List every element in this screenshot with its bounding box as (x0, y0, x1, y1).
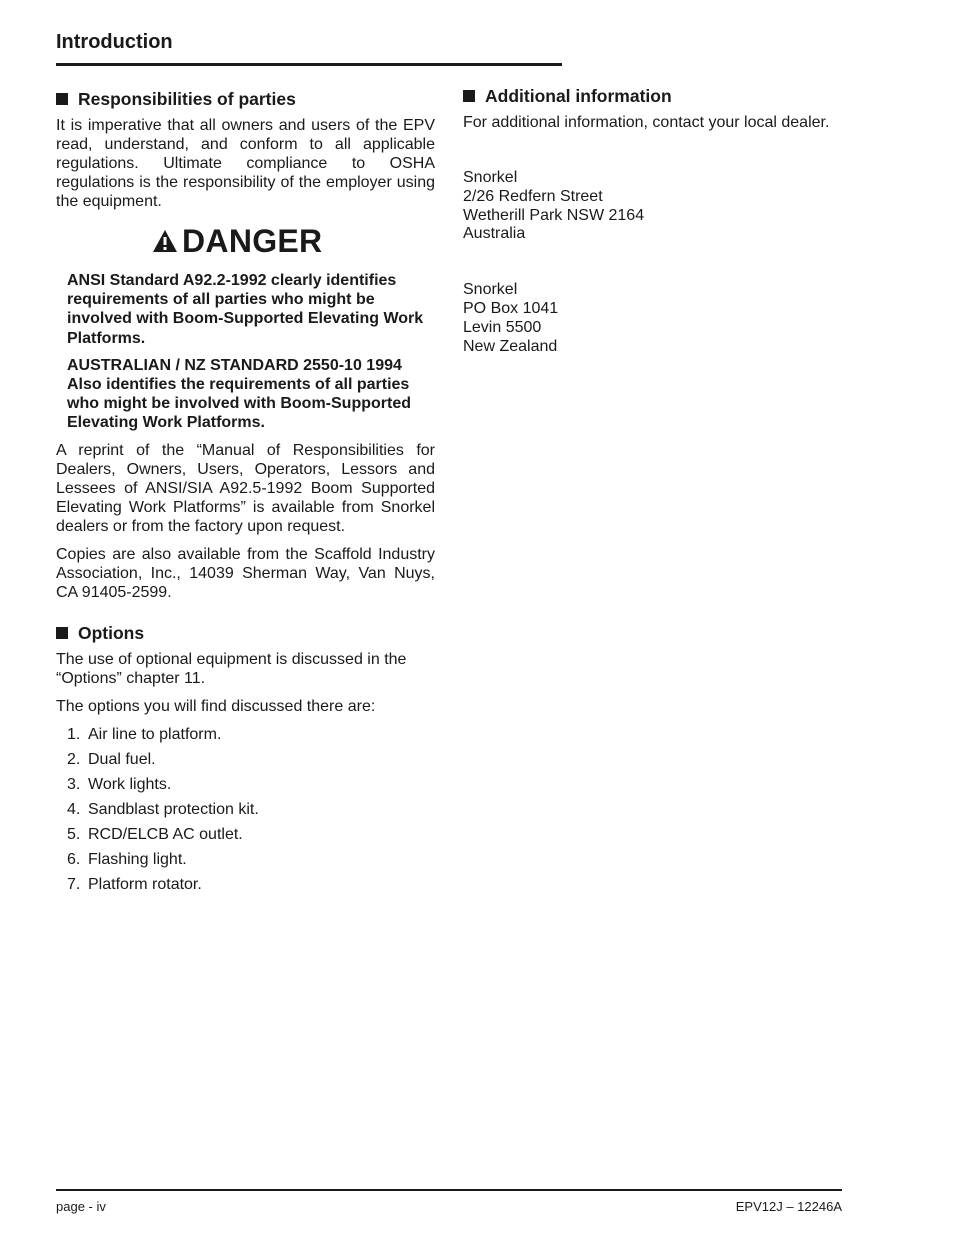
document-id: EPV12J – 12246A (735, 1199, 842, 1214)
danger-message (56, 271, 435, 433)
list-item (67, 825, 435, 844)
list-item (67, 800, 435, 819)
footer-rule (56, 1189, 842, 1191)
options-list (56, 725, 435, 894)
address-line: Australia (463, 225, 526, 243)
address-line: New Zealand (463, 337, 558, 355)
reprint-paragraph: A reprint of the “Manual of Responsibilities for Dealers, Owners, Users, Operators, Lessors and Lessees of ANSI/SIA A92.5-1992 Boom Supported Elevating Work Platforms” is available from Snorkel dealers or from the factory upon request. (56, 441, 435, 535)
list-number: 4. (67, 800, 81, 818)
heading-text: Options (78, 622, 145, 643)
list-item (67, 750, 435, 769)
section-heading-responsibilities (56, 88, 435, 110)
list-number: 6. (67, 850, 81, 868)
list-number: 2. (67, 750, 81, 768)
heading-text: Responsibilities of parties (78, 89, 296, 109)
options-lead: The options you will find discussed there are: (56, 697, 376, 715)
address-line: Levin 5500 (463, 318, 542, 336)
list-item (67, 725, 435, 744)
address-australia (463, 169, 842, 244)
list-label: Work lights. (88, 775, 172, 793)
address-line: Snorkel (463, 281, 518, 299)
square-bullet-icon (56, 93, 68, 105)
options-intro: The use of optional equipment is discussed in the “Options” chapter 11. (56, 650, 407, 687)
header-rule (56, 63, 562, 66)
page-header-title: Introduction (56, 31, 173, 53)
danger-label: DANGER (182, 223, 323, 259)
left-column (56, 88, 435, 900)
danger-paragraph: ANSI Standard A92.2-1992 clearly identifies requirements of all parties who might be involved with Boom-Supported Elevating Work Platforms. (67, 272, 424, 347)
copies-paragraph: Copies are also available from the Scaffold Industry Association, Inc., 14039 Sherman Way, Van Nuys, CA 91405-2599. (56, 545, 435, 601)
section-heading-options (56, 622, 435, 644)
address-line: 2/26 Redfern Street (463, 187, 603, 205)
list-label: Sandblast protection kit. (88, 800, 259, 818)
address-line: Wetherill Park NSW 2164 (463, 206, 645, 224)
square-bullet-icon (56, 627, 68, 639)
list-label: Flashing light. (88, 850, 187, 868)
list-item (67, 775, 435, 794)
list-number: 3. (67, 775, 81, 793)
danger-paragraph: AUSTRALIAN / NZ STANDARD 2550-10 1994 Also identifies the requirements of all parties who might be involved with Boom-Supported Elevating Work Platforms. (67, 356, 411, 432)
list-label: Air line to platform. (88, 725, 222, 743)
list-number: 7. (67, 875, 81, 893)
list-label: Dual fuel. (88, 750, 156, 768)
responsibilities-intro: It is imperative that all owners and users of the EPV read, understand, and conform to all applicable regulations. Ultimate compliance to OSHA regulations is the responsibility of the employer using the equipment. (56, 117, 435, 210)
heading-text: Additional information (485, 86, 672, 106)
address-new-zealand (463, 281, 842, 356)
danger-signal-word (152, 221, 435, 261)
right-column (463, 85, 842, 356)
list-item (67, 850, 435, 869)
warning-triangle-icon (152, 229, 178, 253)
section-heading-additional-info (463, 85, 842, 107)
additional-info-intro: For additional information, contact your local dealer. (463, 114, 830, 131)
square-bullet-icon (463, 90, 475, 102)
page-number: page - iv (56, 1199, 106, 1214)
list-item (67, 875, 435, 894)
list-number: 5. (67, 825, 81, 843)
address-line: PO Box 1041 (463, 299, 559, 317)
list-label: RCD/ELCB AC outlet. (88, 825, 243, 843)
address-line: Snorkel (463, 169, 518, 186)
list-number: 1. (67, 725, 81, 743)
list-label: Platform rotator. (88, 875, 202, 893)
